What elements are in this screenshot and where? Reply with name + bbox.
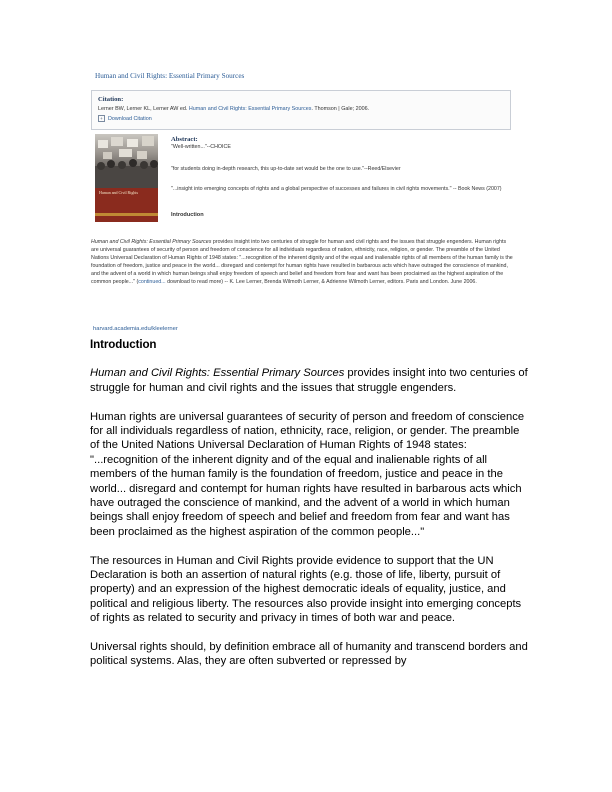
page-heading: Introduction <box>90 338 157 351</box>
abstract-quote-choice: "Well-written..."--CHOICE <box>171 144 231 150</box>
abstract-section <box>171 136 511 218</box>
web-body-text-1: provides insight into two centuries of struggle for human and civil rights and the issues that struggle engenders. Human rights are universal guarantees of security of person and freedom of conscience for all individuals regardless of nation, ethnicity, race, religion, or gender. The preamble of the United Nations Universal Declaration of Human Rights of 1948 states: "...recognition of the inherent dignity and of the equal and inalienable rights of all members of the human family is the foundation of freedom, justice and peace in the world... disregard and contempt for human rights have resulted in barbarous acts which have outraged the conscience of mankind, and the advent of a world in which human beings shall enjoy freedom of speech and belief and freedom from fear and want has been proclaimed as the highest aspiration of the common people..." ( <box>91 239 513 286</box>
plus-box-icon: + <box>98 115 105 122</box>
document-body <box>90 338 530 683</box>
book-cover-image <box>95 134 158 222</box>
citation-book-link[interactable]: Human and Civil Rights: Essential Primary Sources <box>188 106 312 112</box>
cover-crowd-photo <box>95 134 158 188</box>
citation-authors: Lerner BW, Lerner KL, Lerner AW ed. <box>98 106 189 112</box>
paragraph-3: The resources in Human and Civil Rights provide evidence to support that the UN Declaration is both an assertion of natural rights (e.g. those of life, liberty, pursuit of property) and an expression of the highest democratic ideals of equality, justice, and political and religious liberty. The resources also provide insight into emerging concepts of rights as related to security and privacy in times of both war and peace. <box>90 554 522 625</box>
citation-text <box>98 106 369 112</box>
cover-stripe <box>95 213 158 216</box>
paragraph-1 <box>90 366 530 395</box>
abstract-quote-booknews: "...insight into emerging concepts of rights and a global perspective of successes and failures in civil rights movements." -- Book News (2007) <box>171 186 502 192</box>
cover-title: Human and Civil Rights <box>99 190 138 195</box>
paragraph-1-text: provides insight into two centuries of struggle for human and civil rights and the issues that struggle engenders. <box>90 367 528 394</box>
web-intro-paragraph <box>91 238 515 287</box>
abstract-quote-reed: "for students doing in-depth research, this up-to-date set would be the one to use."--Reed/Elsevier <box>171 166 401 172</box>
book-title-italic: Human and Civil Rights: Essential Primary Sources <box>90 367 345 380</box>
paragraph-4: Universal rights should, by definition embrace all of humanity and transcend borders and political systems. Alas, they are often subverted or repressed by <box>90 641 528 668</box>
web-intro-heading: Introduction <box>171 212 204 218</box>
download-citation-button[interactable] <box>98 115 152 122</box>
citation-box <box>91 90 511 130</box>
embedded-web-screenshot <box>91 66 515 336</box>
citation-label: Citation: <box>98 96 124 103</box>
abstract-label: Abstract: <box>171 136 198 143</box>
paragraph-2: Human rights are universal guarantees of security of person and freedom of conscience for all individuals regardless of nation, ethnicity, race, religion, or gender. The preamble of the United Nations Universal Declaration of Human Rights of 1948 states: "...recognition of the inherent dignity and of the equal and inalienable rights of all members of the human family is the foundation of freedom, justice and peace in the world... disregard and contempt for human rights have resulted in barbarous acts which have outraged the conscience of mankind, and the advent of a world in which human beings shall enjoy freedom of speech and belief and freedom from fear and want has been proclaimed as the highest aspiration of the common people..." <box>90 410 525 538</box>
citation-publisher: . Thomson | Gale; 2006. <box>311 106 370 112</box>
continued-link[interactable]: continued... <box>138 279 166 286</box>
web-body-text-2: download to read more) -- K. Lee Lerner, Brenda Wilmoth Lerner, & Adrienne Wilmoth Lerner, editors. Paris and London. June 2006. <box>165 279 477 286</box>
cover-title-band <box>95 188 158 222</box>
academia-link[interactable]: harvard.academia.edu/kleelerner <box>93 326 178 332</box>
download-citation-label: Download Citation <box>108 115 152 122</box>
web-page-title[interactable]: Human and Civil Rights: Essential Primary Sources <box>95 72 245 80</box>
web-lead-title: Human and Civil Rights: Essential Primary Sources <box>91 239 212 245</box>
